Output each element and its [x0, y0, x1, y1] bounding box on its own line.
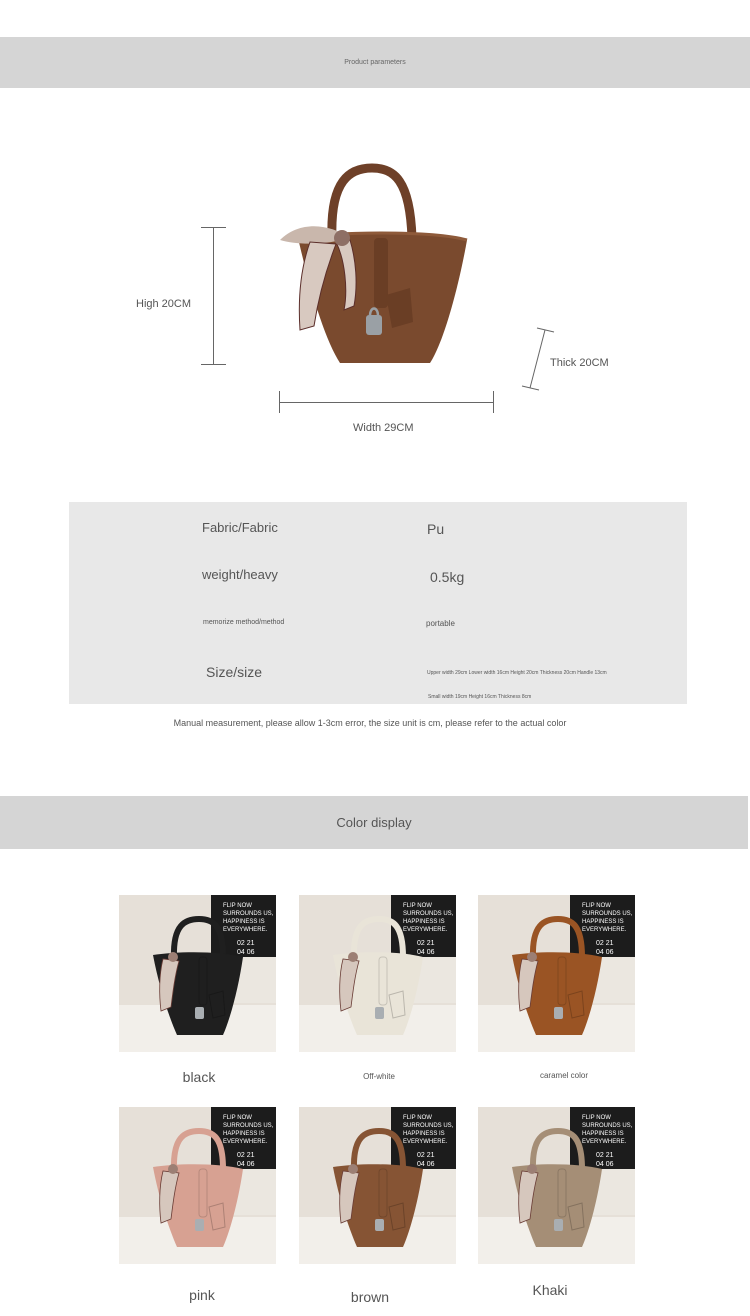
- main-bag-image: [270, 160, 480, 370]
- poster-text: SURROUNDS US,: [403, 911, 454, 917]
- poster-text: HAPPINESS IS: [403, 1131, 445, 1137]
- poster-text: EVERYWHERE.: [403, 927, 448, 933]
- width-line-left-cap: [279, 391, 280, 413]
- method-label: memorize method/method: [203, 619, 285, 626]
- poster-text: HAPPINESS IS: [223, 919, 265, 925]
- color-display-header: [0, 796, 748, 849]
- poster-text: 02 21: [596, 940, 614, 947]
- method-value: portable: [426, 619, 455, 628]
- width-label: Width 29CM: [353, 422, 414, 434]
- product-parameters-header: [0, 37, 750, 88]
- color-label: brown: [350, 1289, 390, 1305]
- poster-text: 02 21: [237, 1152, 255, 1159]
- poster-text: SURROUNDS US,: [403, 1123, 454, 1129]
- color-label: Khaki: [532, 1282, 568, 1298]
- poster-text: 04 06: [237, 1161, 255, 1168]
- spec-table: [69, 502, 687, 704]
- fabric-value: Pu: [427, 521, 445, 537]
- poster-text: FLIP NOW: [223, 903, 252, 909]
- poster-text: 04 06: [417, 949, 435, 956]
- poster-text: 02 21: [417, 1152, 435, 1159]
- color-swatch-brown[interactable]: [299, 1107, 456, 1264]
- poster-text: FLIP NOW: [582, 903, 611, 909]
- color-label: caramel color: [539, 1071, 588, 1080]
- poster-text: 04 06: [237, 949, 255, 956]
- poster-text: SURROUNDS US,: [582, 911, 633, 917]
- height-line: [213, 227, 214, 365]
- poster-text: EVERYWHERE.: [223, 927, 268, 933]
- poster-text: SURROUNDS US,: [223, 911, 274, 917]
- bag-photo: [478, 895, 635, 1052]
- color-swatch-caramel-color[interactable]: [478, 895, 635, 1052]
- fabric-label: Fabric/Fabric: [202, 520, 278, 535]
- poster-text: EVERYWHERE.: [582, 927, 627, 933]
- bag-photo: [119, 895, 276, 1052]
- poster-text: EVERYWHERE.: [223, 1139, 268, 1145]
- poster-text: FLIP NOW: [403, 1115, 432, 1121]
- poster-text: 04 06: [417, 1161, 435, 1168]
- bag-photo: [478, 1107, 635, 1264]
- bag-photo: [299, 1107, 456, 1264]
- poster-text: FLIP NOW: [403, 903, 432, 909]
- poster-text: EVERYWHERE.: [582, 1139, 627, 1145]
- weight-value: 0.5kg: [430, 569, 465, 585]
- width-line: [279, 402, 494, 403]
- poster-text: FLIP NOW: [582, 1115, 611, 1121]
- height-line-top-cap: [201, 227, 226, 228]
- height-line-bottom-cap: [201, 364, 226, 365]
- poster-text: 04 06: [596, 1161, 614, 1168]
- size-value-2: Small width 19cm Height 16cm Thickness 8cm: [428, 694, 532, 700]
- height-label: High 20CM: [136, 298, 192, 310]
- poster-text: 02 21: [417, 940, 435, 947]
- poster-text: 04 06: [596, 949, 614, 956]
- poster-text: SURROUNDS US,: [223, 1123, 274, 1129]
- poster-text: HAPPINESS IS: [582, 919, 624, 925]
- section-title: Product parameters: [344, 59, 406, 66]
- poster-text: 02 21: [237, 940, 255, 947]
- bag-photo: [119, 1107, 276, 1264]
- color-swatch-black[interactable]: [119, 895, 276, 1052]
- color-swatch-khaki[interactable]: [478, 1107, 635, 1264]
- color-label: Off-white: [363, 1072, 395, 1081]
- size-label: Size/size: [206, 664, 263, 680]
- poster-text: FLIP NOW: [223, 1115, 252, 1121]
- color-swatch-pink[interactable]: [119, 1107, 276, 1264]
- section-title: Color display: [336, 815, 412, 830]
- poster-text: HAPPINESS IS: [403, 919, 445, 925]
- poster-text: HAPPINESS IS: [582, 1131, 624, 1137]
- size-value-1: Upper width 29cm Lower width 16cm Height 20cm Thickness 20cm Handle 13cm: [427, 670, 607, 676]
- color-label: pink: [189, 1287, 215, 1303]
- width-line-right-cap: [493, 391, 494, 413]
- bag-photo: [299, 895, 456, 1052]
- poster-text: SURROUNDS US,: [582, 1123, 633, 1129]
- color-swatch-off-white[interactable]: [299, 895, 456, 1052]
- poster-text: 02 21: [596, 1152, 614, 1159]
- thickness-label: Thick 20CM: [550, 357, 609, 369]
- weight-label: weight/heavy: [202, 567, 278, 582]
- poster-text: EVERYWHERE.: [403, 1139, 448, 1145]
- color-label: black: [182, 1069, 216, 1085]
- poster-text: HAPPINESS IS: [223, 1131, 265, 1137]
- measurement-note: Manual measurement, please allow 1-3cm error, the size unit is cm, please refer to the actual color: [173, 718, 567, 728]
